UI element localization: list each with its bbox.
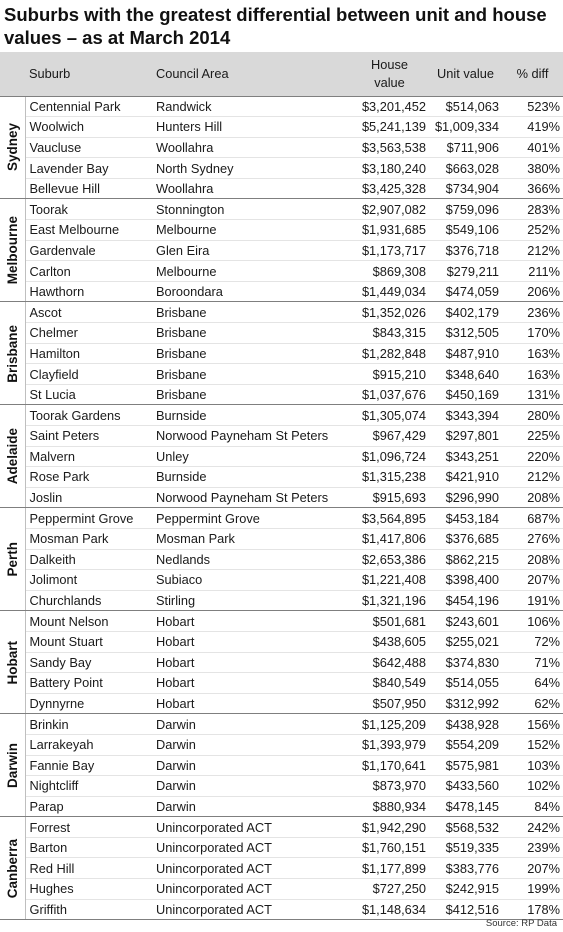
percent-diff-cell: 419% (502, 117, 563, 138)
house-value-cell: $1,221,408 (350, 570, 429, 591)
house-value-cell: $438,605 (350, 631, 429, 652)
council-area-cell: Darwin (152, 734, 350, 755)
council-area-cell: Burnside (152, 405, 350, 426)
percent-diff-cell: 239% (502, 837, 563, 858)
table-row (0, 220, 563, 241)
house-value-cell: $2,653,386 (350, 549, 429, 570)
table-row (0, 590, 563, 611)
house-value-cell: $1,393,979 (350, 734, 429, 755)
suburb-cell: Dynnyrne (25, 693, 152, 714)
suburb-cell: Parap (25, 796, 152, 817)
council-area-cell: Unincorporated ACT (152, 817, 350, 838)
council-area-cell: Unley (152, 446, 350, 467)
unit-value-cell: $297,801 (429, 426, 502, 447)
table-row (0, 96, 563, 117)
suburb-cell: Hawthorn (25, 281, 152, 302)
unit-value-cell: $296,990 (429, 487, 502, 508)
table-row (0, 467, 563, 488)
table-row (0, 261, 563, 282)
house-value-cell: $3,563,538 (350, 137, 429, 158)
percent-diff-cell: 212% (502, 240, 563, 261)
unit-value-cell: $1,009,334 (429, 117, 502, 138)
city-group-cell (0, 817, 25, 920)
source-note: Source: RP Data (485, 918, 557, 929)
suburb-cell: Peppermint Grove (25, 508, 152, 529)
suburb-cell: Red Hill (25, 858, 152, 879)
percent-diff-cell: 236% (502, 302, 563, 323)
unit-value-cell: $433,560 (429, 776, 502, 797)
unit-value-cell: $243,601 (429, 611, 502, 632)
house-value-cell: $1,321,196 (350, 590, 429, 611)
table-row (0, 343, 563, 364)
city-group-cell (0, 508, 25, 611)
percent-diff-cell: 84% (502, 796, 563, 817)
table-row (0, 714, 563, 735)
house-value-cell: $1,305,074 (350, 405, 429, 426)
table-row (0, 240, 563, 261)
city-group-cell (0, 199, 25, 302)
percent-diff-cell: 131% (502, 384, 563, 405)
unit-value-cell: $474,059 (429, 281, 502, 302)
unit-value-cell: $575,981 (429, 755, 502, 776)
percent-diff-cell: 102% (502, 776, 563, 797)
suburb-cell: Toorak (25, 199, 152, 220)
council-area-cell: Subiaco (152, 570, 350, 591)
unit-value-cell: $568,532 (429, 817, 502, 838)
unit-value-cell: $383,776 (429, 858, 502, 879)
unit-value-cell: $376,718 (429, 240, 502, 261)
suburb-cell: Carlton (25, 261, 152, 282)
table-row (0, 837, 563, 858)
percent-diff-cell: 62% (502, 693, 563, 714)
table-row (0, 611, 563, 632)
council-area-cell: Hunters Hill (152, 117, 350, 138)
suburb-cell: Saint Peters (25, 426, 152, 447)
council-area-cell: Darwin (152, 755, 350, 776)
house-value-cell: $1,125,209 (350, 714, 429, 735)
unit-value-cell: $454,196 (429, 590, 502, 611)
suburb-cell: Larrakeyah (25, 734, 152, 755)
percent-diff-cell: 208% (502, 549, 563, 570)
house-value-cell: $1,942,290 (350, 817, 429, 838)
unit-value-cell: $255,021 (429, 631, 502, 652)
house-value-cell: $642,488 (350, 652, 429, 673)
council-area-cell: Darwin (152, 714, 350, 735)
table-row (0, 899, 563, 920)
house-value-cell: $727,250 (350, 879, 429, 900)
house-value-cell: $843,315 (350, 323, 429, 344)
council-area-cell: Burnside (152, 467, 350, 488)
council-area-cell: Unincorporated ACT (152, 879, 350, 900)
city-group-label: Adelaide (4, 428, 20, 485)
percent-diff-cell: 199% (502, 879, 563, 900)
table-row (0, 364, 563, 385)
suburb-cell: Toorak Gardens (25, 405, 152, 426)
suburb-cell: Bellevue Hill (25, 178, 152, 199)
table-row (0, 734, 563, 755)
percent-diff-cell: 207% (502, 570, 563, 591)
house-value-cell: $3,425,328 (350, 178, 429, 199)
suburb-cell: St Lucia (25, 384, 152, 405)
council-area-cell: Hobart (152, 611, 350, 632)
council-area-cell: Brisbane (152, 323, 350, 344)
unit-value-cell: $759,096 (429, 199, 502, 220)
city-group-label: Hobart (4, 640, 20, 685)
council-area-cell: Norwood Payneham St Peters (152, 426, 350, 447)
unit-value-cell: $519,335 (429, 837, 502, 858)
house-value-cell: $507,950 (350, 693, 429, 714)
council-area-cell: Unincorporated ACT (152, 837, 350, 858)
percent-diff-cell: 401% (502, 137, 563, 158)
unit-value-cell: $478,145 (429, 796, 502, 817)
council-area-cell: Stonnington (152, 199, 350, 220)
unit-value-cell: $734,904 (429, 178, 502, 199)
suburb-cell: Mount Nelson (25, 611, 152, 632)
table-row (0, 446, 563, 467)
council-area-cell: North Sydney (152, 158, 350, 179)
percent-diff-cell: 283% (502, 199, 563, 220)
suburb-cell: Forrest (25, 817, 152, 838)
unit-value-cell: $412,516 (429, 899, 502, 920)
table-row (0, 158, 563, 179)
table-row (0, 323, 563, 344)
suburb-cell: Malvern (25, 446, 152, 467)
table-row (0, 528, 563, 549)
house-value-cell: $1,931,685 (350, 220, 429, 241)
suburb-cell: Brinkin (25, 714, 152, 735)
suburb-cell: Rose Park (25, 467, 152, 488)
table-header-row (0, 52, 563, 96)
house-value-cell: $5,241,139 (350, 117, 429, 138)
unit-value-cell: $487,910 (429, 343, 502, 364)
house-value-cell: $915,693 (350, 487, 429, 508)
council-area-cell: Darwin (152, 776, 350, 797)
house-value-cell: $1,417,806 (350, 528, 429, 549)
unit-value-cell: $711,906 (429, 137, 502, 158)
city-group-cell (0, 302, 25, 405)
city-group-label: Darwin (4, 742, 20, 788)
unit-value-cell: $312,992 (429, 693, 502, 714)
house-value-cell: $873,970 (350, 776, 429, 797)
council-area-cell: Unincorporated ACT (152, 858, 350, 879)
council-area-cell: Brisbane (152, 302, 350, 323)
council-area-cell: Brisbane (152, 364, 350, 385)
council-area-cell: Woollahra (152, 137, 350, 158)
house-value-cell: $880,934 (350, 796, 429, 817)
council-area-cell: Unincorporated ACT (152, 899, 350, 920)
council-area-cell: Stirling (152, 590, 350, 611)
council-area-cell: Woollahra (152, 178, 350, 199)
table-row (0, 384, 563, 405)
council-area-cell: Glen Eira (152, 240, 350, 261)
header-unit-value: Unit value (429, 52, 502, 96)
suburb-cell: Mosman Park (25, 528, 152, 549)
table-row (0, 631, 563, 652)
house-value-cell: $967,429 (350, 426, 429, 447)
suburb-cell: Fannie Bay (25, 755, 152, 776)
suburb-cell: Lavender Bay (25, 158, 152, 179)
percent-diff-cell: 178% (502, 899, 563, 920)
city-group-cell (0, 611, 25, 714)
table-row (0, 178, 563, 199)
percent-diff-cell: 208% (502, 487, 563, 508)
percent-diff-cell: 72% (502, 631, 563, 652)
council-area-cell: Brisbane (152, 343, 350, 364)
suburb-cell: Sandy Bay (25, 652, 152, 673)
house-value-cell: $501,681 (350, 611, 429, 632)
house-value-cell: $915,210 (350, 364, 429, 385)
council-area-cell: Norwood Payneham St Peters (152, 487, 350, 508)
city-group-cell (0, 405, 25, 508)
suburb-cell: Hughes (25, 879, 152, 900)
suburb-cell: Joslin (25, 487, 152, 508)
percent-diff-cell: 242% (502, 817, 563, 838)
percent-diff-cell: 280% (502, 405, 563, 426)
unit-value-cell: $343,394 (429, 405, 502, 426)
header-city-blank (0, 52, 25, 96)
percent-diff-cell: 170% (502, 323, 563, 344)
council-area-cell: Hobart (152, 673, 350, 694)
table-row (0, 879, 563, 900)
unit-value-cell: $450,169 (429, 384, 502, 405)
percent-diff-cell: 206% (502, 281, 563, 302)
unit-value-cell: $376,685 (429, 528, 502, 549)
council-area-cell: Randwick (152, 96, 350, 117)
unit-value-cell: $862,215 (429, 549, 502, 570)
council-area-cell: Nedlands (152, 549, 350, 570)
suburb-cell: Nightcliff (25, 776, 152, 797)
table-row (0, 673, 563, 694)
house-value-cell: $1,148,634 (350, 899, 429, 920)
council-area-cell: Mosman Park (152, 528, 350, 549)
percent-diff-cell: 64% (502, 673, 563, 694)
unit-value-cell: $312,505 (429, 323, 502, 344)
table-row (0, 796, 563, 817)
table-row (0, 817, 563, 838)
percent-diff-cell: 211% (502, 261, 563, 282)
table-row (0, 693, 563, 714)
house-value-cell: $1,315,238 (350, 467, 429, 488)
percent-diff-cell: 225% (502, 426, 563, 447)
council-area-cell: Hobart (152, 631, 350, 652)
percent-diff-cell: 106% (502, 611, 563, 632)
percent-diff-cell: 163% (502, 343, 563, 364)
percent-diff-cell: 220% (502, 446, 563, 467)
percent-diff-cell: 71% (502, 652, 563, 673)
percent-diff-cell: 191% (502, 590, 563, 611)
suburb-cell: Hamilton (25, 343, 152, 364)
chart-title: Suburbs with the greatest differential between unit and house values – as at March 2014 (4, 4, 547, 48)
house-value-cell: $1,170,641 (350, 755, 429, 776)
unit-value-cell: $402,179 (429, 302, 502, 323)
city-group-label: Canberra (4, 838, 20, 898)
house-value-cell: $2,907,082 (350, 199, 429, 220)
table-row (0, 487, 563, 508)
unit-value-cell: $663,028 (429, 158, 502, 179)
unit-value-cell: $343,251 (429, 446, 502, 467)
percent-diff-cell: 276% (502, 528, 563, 549)
table-row (0, 858, 563, 879)
table-row (0, 405, 563, 426)
unit-value-cell: $279,211 (429, 261, 502, 282)
house-value-cell: $1,352,026 (350, 302, 429, 323)
council-area-cell: Brisbane (152, 384, 350, 405)
suburb-cell: Woolwich (25, 117, 152, 138)
suburb-cell: Chelmer (25, 323, 152, 344)
house-value-cell: $1,037,676 (350, 384, 429, 405)
header-council-area: Council Area (152, 52, 350, 96)
table-row (0, 426, 563, 447)
council-area-cell: Melbourne (152, 220, 350, 241)
city-group-cell (0, 96, 25, 199)
percent-diff-cell: 687% (502, 508, 563, 529)
table-row (0, 755, 563, 776)
unit-value-cell: $438,928 (429, 714, 502, 735)
table-row (0, 137, 563, 158)
council-area-cell: Melbourne (152, 261, 350, 282)
suburb-cell: Churchlands (25, 590, 152, 611)
unit-value-cell: $549,106 (429, 220, 502, 241)
unit-value-cell: $398,400 (429, 570, 502, 591)
percent-diff-cell: 366% (502, 178, 563, 199)
house-value-cell: $1,096,724 (350, 446, 429, 467)
suburb-value-table (0, 52, 563, 920)
unit-value-cell: $514,055 (429, 673, 502, 694)
suburb-cell: Dalkeith (25, 549, 152, 570)
table-row (0, 508, 563, 529)
house-value-cell: $869,308 (350, 261, 429, 282)
table-row (0, 281, 563, 302)
suburb-cell: Barton (25, 837, 152, 858)
house-value-cell: $1,177,899 (350, 858, 429, 879)
unit-value-cell: $421,910 (429, 467, 502, 488)
council-area-cell: Darwin (152, 796, 350, 817)
house-value-cell: $3,201,452 (350, 96, 429, 117)
suburb-cell: Clayfield (25, 364, 152, 385)
house-value-cell: $1,282,848 (350, 343, 429, 364)
table-row (0, 199, 563, 220)
table-body (0, 96, 563, 920)
percent-diff-cell: 212% (502, 467, 563, 488)
percent-diff-cell: 252% (502, 220, 563, 241)
percent-diff-cell: 163% (502, 364, 563, 385)
suburb-cell: Jolimont (25, 570, 152, 591)
unit-value-cell: $348,640 (429, 364, 502, 385)
table-row (0, 776, 563, 797)
house-value-cell: $3,564,895 (350, 508, 429, 529)
council-area-cell: Hobart (152, 652, 350, 673)
suburb-cell: Mount Stuart (25, 631, 152, 652)
house-value-cell: $1,449,034 (350, 281, 429, 302)
house-value-cell: $3,180,240 (350, 158, 429, 179)
city-group-cell (0, 714, 25, 817)
council-area-cell: Peppermint Grove (152, 508, 350, 529)
percent-diff-cell: 152% (502, 734, 563, 755)
percent-diff-cell: 103% (502, 755, 563, 776)
table-row (0, 302, 563, 323)
suburb-cell: Vaucluse (25, 137, 152, 158)
percent-diff-cell: 156% (502, 714, 563, 735)
unit-value-cell: $453,184 (429, 508, 502, 529)
unit-value-cell: $554,209 (429, 734, 502, 755)
table-row (0, 570, 563, 591)
suburb-cell: Ascot (25, 302, 152, 323)
suburb-cell: Griffith (25, 899, 152, 920)
suburb-cell: Centennial Park (25, 96, 152, 117)
table-row (0, 652, 563, 673)
percent-diff-cell: 380% (502, 158, 563, 179)
suburb-cell: East Melbourne (25, 220, 152, 241)
house-value-cell: $1,173,717 (350, 240, 429, 261)
city-group-label: Brisbane (4, 324, 20, 383)
header-percent-diff: % diff (502, 52, 563, 96)
unit-value-cell: $242,915 (429, 879, 502, 900)
city-group-label: Perth (4, 542, 20, 577)
house-value-cell: $1,760,151 (350, 837, 429, 858)
table-row (0, 549, 563, 570)
unit-value-cell: $374,830 (429, 652, 502, 673)
suburb-cell: Battery Point (25, 673, 152, 694)
header-house-value: House value (350, 52, 429, 96)
header-suburb: Suburb (25, 52, 152, 96)
percent-diff-cell: 207% (502, 858, 563, 879)
suburb-cell: Gardenvale (25, 240, 152, 261)
council-area-cell: Boroondara (152, 281, 350, 302)
city-group-label: Melbourne (4, 216, 20, 285)
percent-diff-cell: 523% (502, 96, 563, 117)
council-area-cell: Hobart (152, 693, 350, 714)
house-value-cell: $840,549 (350, 673, 429, 694)
city-group-label: Sydney (4, 123, 20, 172)
table-row (0, 117, 563, 138)
unit-value-cell: $514,063 (429, 96, 502, 117)
